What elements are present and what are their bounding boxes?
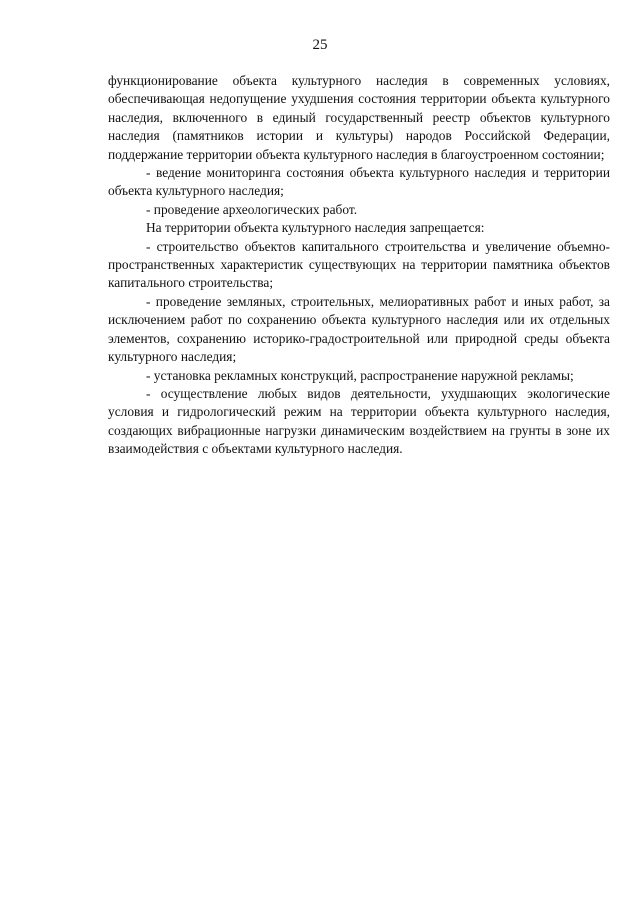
prohibited-heading: На территории объекта культурного наследия запрещается: <box>146 220 485 236</box>
prohibited-item-advertising: - установка рекламных конструкций, распространение наружной рекламы; <box>146 367 574 383</box>
prohibited-item-earthworks: - проведение земляных, строительных, мелиоративных работ и иных работ, за исключением работ по сохранению объекта культурного наследия или их отдельных элементов, сохранению историко-градостроительной или природной среды объекта культурного наследия; <box>108 293 610 365</box>
list-item-archaeology: - проведение археологических работ. <box>146 201 358 217</box>
prohibited-item-construction: - строительство объектов капитального строительства и увеличение объемно-пространственных характеристик существующих на территории памятника объектов капитального строительства; <box>108 238 610 291</box>
intro-paragraph: функционирование объекта культурного наследия в современных условиях, обеспечивающая недопущение ухудшения состояния территории объекта культурного наследия, включенного в единый государственный реестр объектов культурного наследия (памятников истории и культуры) народов Российской Федерации, поддержание территории объекта культурного наследия в благоустроенном состоянии; <box>108 73 610 162</box>
document-body <box>108 72 610 459</box>
page-number: 25 <box>312 37 328 53</box>
prohibited-item-activities: - осуществление любых видов деятельности, ухудшающих экологические условия и гидрологический режим на территории объекта культурного наследия, создающих вибрационные нагрузки динамическим воздействием на грунты в зоне их взаимодействия с объектами культурного наследия. <box>108 385 610 457</box>
list-item-monitoring: - ведение мониторинга состояния объекта культурного наследия и территории объекта культурного наследия; <box>108 165 610 199</box>
